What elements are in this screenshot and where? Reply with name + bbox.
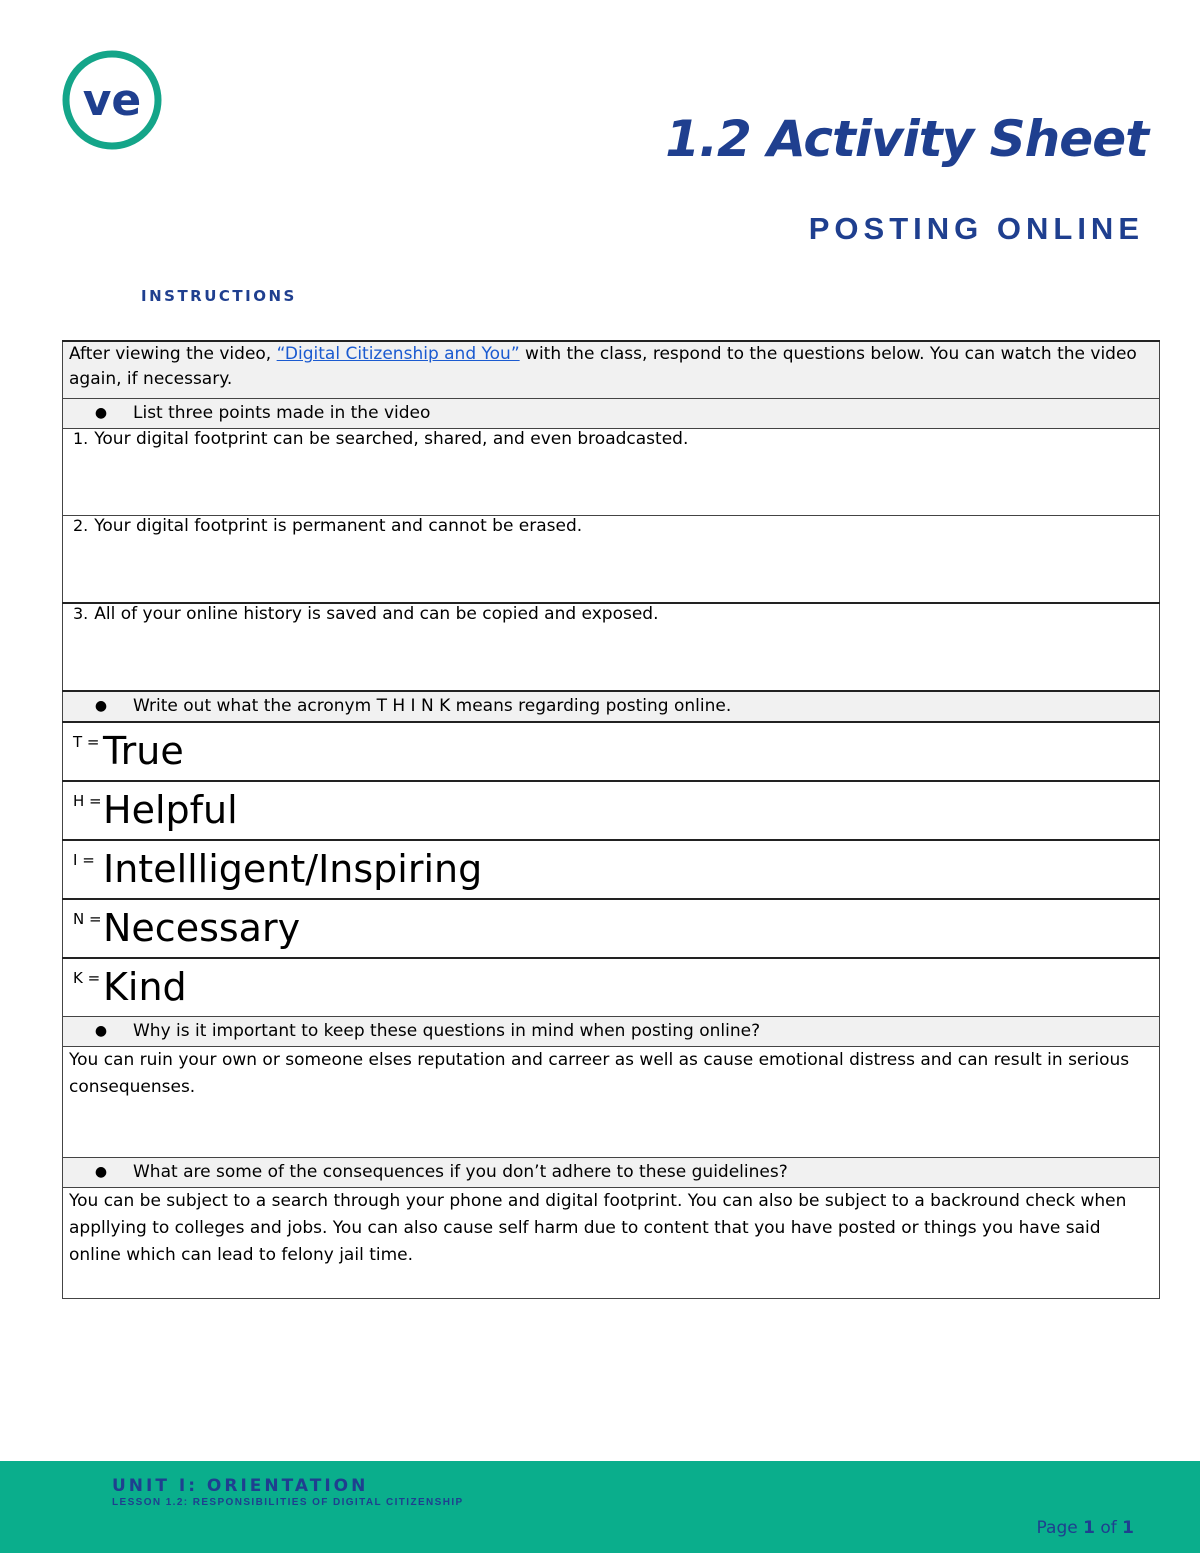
page-current: 1 [1083, 1518, 1095, 1538]
think-row-h[interactable] [63, 781, 1160, 840]
prompt-why [63, 1017, 1160, 1047]
think-row-t[interactable] [63, 722, 1160, 781]
prompt-text: What are some of the consequences if you don’t adhere to these guidelines? [133, 1162, 788, 1182]
think-word: Necessary [103, 906, 301, 950]
page-total: 1 [1122, 1518, 1134, 1538]
page-word: Page [1036, 1518, 1078, 1538]
answer-cell-1[interactable] [63, 429, 1160, 516]
think-row-n[interactable] [63, 899, 1160, 958]
bullet-icon: ● [94, 698, 108, 714]
think-word: Intellligent/Inspiring [103, 847, 483, 891]
logo-text: ve [82, 75, 142, 126]
answer-consequences[interactable]: You can be subject to a search through your phone and digital footprint. You can also be subject to a backround check when appllying to colleges and jobs. You can also cause self harm due to content that you have posted or things you have said online which can lead to felony jail time. [63, 1188, 1160, 1299]
answer-text: All of your online history is saved and can be copied and exposed. [94, 604, 659, 624]
page-title: 1.2 Activity Sheet [665, 110, 1148, 168]
bullet-icon: ● [94, 405, 108, 421]
video-link[interactable]: “Digital Citizenship and You” [276, 344, 520, 364]
instructions-label: INSTRUCTIONS [141, 287, 297, 305]
prompt-points [63, 399, 1160, 429]
page-subtitle: POSTING ONLINE [808, 211, 1144, 246]
ve-logo [61, 49, 163, 151]
activity-table [62, 340, 1160, 1299]
prompt-text: List three points made in the video [133, 403, 431, 423]
prompt-text: Write out what the acronym T H I N K means regarding posting online. [133, 696, 732, 716]
page-number [1037, 1518, 1134, 1538]
footer-unit: UNIT I: ORIENTATION [112, 1476, 369, 1496]
intro-cell [63, 341, 1160, 399]
answer-number: 1. [73, 429, 89, 448]
think-letter: T = [73, 733, 100, 751]
think-word: Helpful [103, 788, 238, 832]
think-word: True [103, 729, 184, 773]
answer-cell-3[interactable] [63, 603, 1160, 691]
think-letter: I = [73, 851, 95, 869]
footer-band [0, 1461, 1200, 1553]
answer-text: Your digital footprint can be searched, shared, and even broadcasted. [94, 429, 689, 449]
prompt-consequences [63, 1158, 1160, 1188]
answer-number: 3. [73, 604, 89, 623]
intro-text-before: After viewing the video, [69, 344, 277, 364]
answer-text: Your digital footprint is permanent and cannot be erased. [94, 516, 583, 536]
think-letter: N = [73, 910, 102, 928]
think-letter: K = [73, 969, 101, 987]
think-letter: H = [73, 792, 102, 810]
bullet-icon: ● [94, 1023, 108, 1039]
bullet-icon: ● [94, 1164, 108, 1180]
think-word: Kind [103, 965, 187, 1009]
intro-text-after: with the class, respond to the questions below. You can watch the video again, if necessary. [69, 344, 1137, 389]
answer-cell-2[interactable] [63, 516, 1160, 604]
page-of: of [1100, 1518, 1117, 1538]
answer-number: 2. [73, 516, 89, 535]
footer-lesson: LESSON 1.2: RESPONSIBILITIES OF DIGITAL CITIZENSHIP [112, 1497, 464, 1508]
answer-why[interactable]: You can ruin your own or someone elses reputation and carreer as well as cause emotional distress and can result in serious consequenses. [63, 1047, 1160, 1158]
think-row-k[interactable] [63, 958, 1160, 1017]
think-row-i[interactable] [63, 840, 1160, 899]
prompt-think [63, 691, 1160, 722]
prompt-text: Why is it important to keep these questions in mind when posting online? [133, 1021, 761, 1041]
